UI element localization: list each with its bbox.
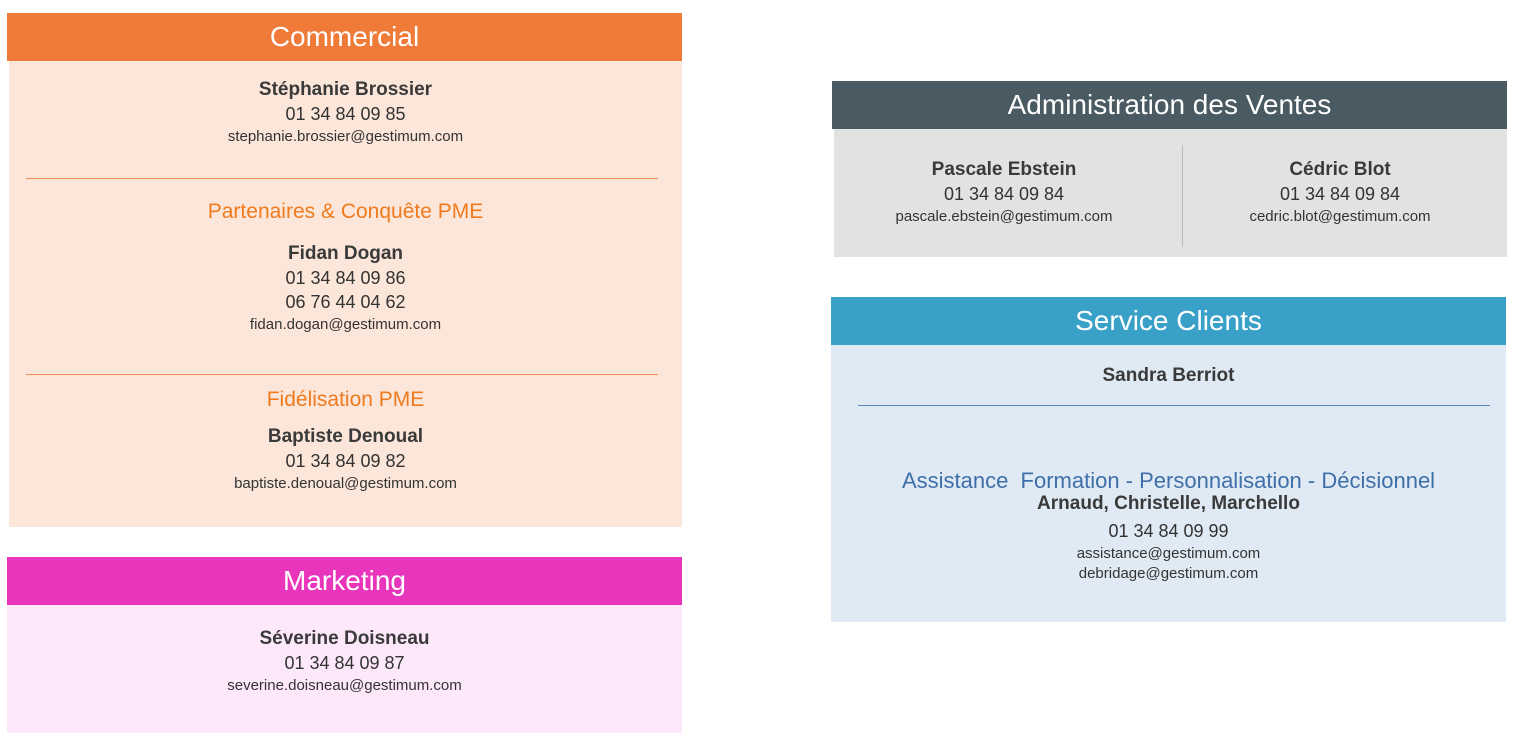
contact-email[interactable]: assistance@gestimum.com bbox=[1076, 545, 1261, 562]
service-clients-body bbox=[831, 345, 1506, 622]
column-divider bbox=[1182, 145, 1183, 247]
contact-name: Séverine Doisneau bbox=[259, 628, 430, 649]
contact-phone[interactable]: 01 34 84 09 87 bbox=[284, 653, 405, 673]
contact-email[interactable]: cedric.blot@gestimum.com bbox=[1249, 208, 1431, 225]
commercial-panel bbox=[7, 13, 682, 527]
marketing-panel bbox=[7, 557, 682, 733]
contact-name: Stéphanie Brossier bbox=[258, 79, 433, 100]
team-contact bbox=[831, 493, 1506, 582]
head-contact bbox=[831, 365, 1506, 387]
contact-name: Sandra Berriot bbox=[1102, 365, 1235, 386]
team-names: Arnaud, Christelle, Marchello bbox=[1037, 493, 1300, 514]
contact-name: Cédric Blot bbox=[1289, 159, 1391, 180]
divider bbox=[26, 178, 658, 179]
contact-email[interactable]: baptiste.denoual@gestimum.com bbox=[234, 475, 457, 492]
divider bbox=[26, 374, 658, 375]
adv-panel bbox=[832, 81, 1507, 257]
adv-body bbox=[834, 129, 1507, 257]
contact-phone[interactable]: 01 34 84 09 86 bbox=[285, 268, 406, 288]
contact-phone[interactable]: 01 34 84 09 99 bbox=[1108, 521, 1229, 541]
contact-email[interactable]: stephanie.brossier@gestimum.com bbox=[227, 128, 464, 145]
divider bbox=[858, 405, 1490, 406]
contact-email[interactable]: debridage@gestimum.com bbox=[1078, 565, 1259, 582]
section-partenaires bbox=[9, 200, 682, 333]
contact-phone[interactable]: 01 34 84 09 85 bbox=[285, 104, 406, 124]
contact-email[interactable]: pascale.ebstein@gestimum.com bbox=[895, 208, 1113, 225]
contact-card bbox=[1190, 159, 1490, 225]
section-title: Assistance Formation - Personnalisation - Décisionnel bbox=[901, 468, 1436, 493]
contact-card bbox=[7, 628, 682, 694]
marketing-body bbox=[7, 605, 682, 733]
service-clients-header: Service Clients bbox=[831, 297, 1506, 345]
section-title: Partenaires & Conquête PME bbox=[207, 200, 484, 223]
contact-phone[interactable]: 01 34 84 09 84 bbox=[1279, 184, 1401, 204]
commercial-header: Commercial bbox=[7, 13, 682, 61]
contact-phone[interactable]: 01 34 84 09 84 bbox=[943, 184, 1065, 204]
service-clients-panel bbox=[831, 297, 1506, 622]
marketing-header: Marketing bbox=[7, 557, 682, 605]
contact-name: Fidan Dogan bbox=[287, 243, 404, 264]
contact-card bbox=[9, 79, 682, 145]
section-fidelisation bbox=[9, 388, 682, 492]
section-title: Fidélisation PME bbox=[266, 388, 425, 411]
contact-mobile[interactable]: 06 76 44 04 62 bbox=[285, 292, 406, 312]
contact-email[interactable]: fidan.dogan@gestimum.com bbox=[249, 316, 442, 333]
contact-phone[interactable]: 01 34 84 09 82 bbox=[285, 451, 406, 471]
contact-name: Baptiste Denoual bbox=[267, 426, 424, 447]
commercial-body bbox=[9, 61, 682, 527]
adv-header: Administration des Ventes bbox=[832, 81, 1507, 129]
contact-name: Pascale Ebstein bbox=[931, 159, 1077, 180]
contact-card bbox=[834, 159, 1174, 225]
contact-email[interactable]: severine.doisneau@gestimum.com bbox=[227, 677, 462, 694]
